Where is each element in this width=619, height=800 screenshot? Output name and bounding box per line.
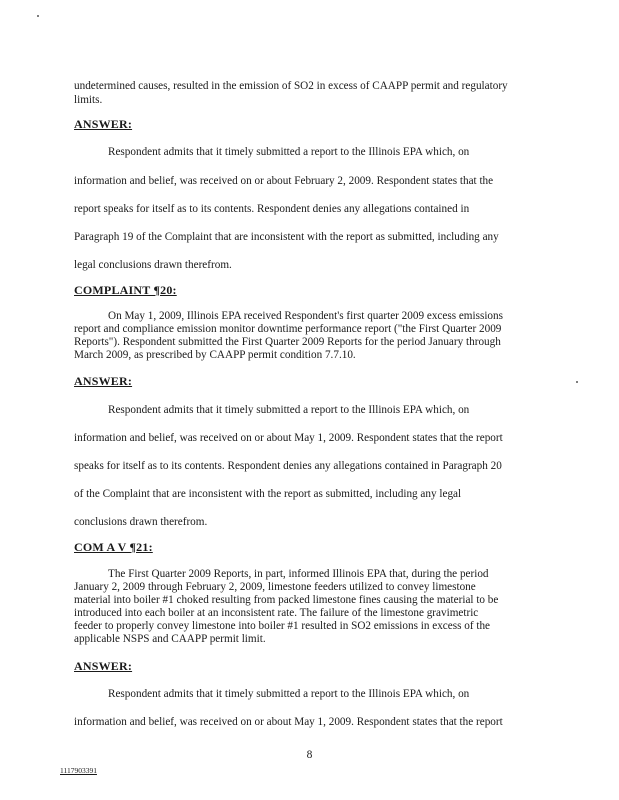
answer-line: information and belief, was received on or about May 1, 2009. Respondent states that the report [74, 716, 503, 728]
complaint-line: March 2009, as prescribed by CAAPP permit condition 7.7.10. [74, 349, 356, 361]
answer-heading: ANSWER: [74, 117, 133, 131]
complaint-line: The First Quarter 2009 Reports, in part, informed Illinois EPA that, during the period [108, 568, 489, 580]
answer-line: information and belief, was received on or about February 2, 2009. Respondent states that the [74, 175, 494, 187]
answer-line: speaks for itself as to its contents. Respondent denies any allegations contained in Paragraph 20 [74, 460, 502, 472]
answer-line: Respondent admits that it timely submitted a report to the Illinois EPA which, on [108, 688, 470, 700]
complaint-heading: COMPLAINT ¶20: [74, 283, 177, 297]
page-number: 8 [306, 749, 313, 761]
scan-speck [37, 15, 39, 17]
complaint-heading: COM A V ¶21: [74, 540, 153, 554]
complaint-line: introduced into each boiler at an inconsistent rate. The failure of the limestone gravimetric [74, 607, 479, 619]
complaint-line: On May 1, 2009, Illinois EPA received Respondent's first quarter 2009 excess emissions [108, 310, 503, 322]
complaint-line: report and compliance emission monitor downtime performance report ("the First Quarter 2009 [74, 323, 502, 335]
complaint-line: material into boiler #1 choked resulting from packed limestone fines causing the material to be [74, 594, 499, 606]
complaint-line: feeder to properly convey limestone into boiler #1 resulted in SO2 emissions in excess of the [74, 620, 491, 632]
answer-line: report speaks for itself as to its contents. Respondent denies any allegations contained in [74, 203, 470, 215]
answer-line: conclusions drawn therefrom. [74, 516, 208, 528]
complaint-line: applicable NSPS and CAAPP permit limit. [74, 633, 266, 645]
answer-heading: ANSWER: [74, 659, 133, 673]
answer-line: information and belief, was received on or about May 1, 2009. Respondent states that the report [74, 432, 503, 444]
paragraph-line: limits. [74, 94, 103, 106]
answer-line: legal conclusions drawn therefrom. [74, 259, 232, 271]
paragraph-line: undetermined causes, resulted in the emission of SO2 in excess of CAAPP permit and regulatory [74, 80, 508, 92]
document-id: 1117903391 [60, 766, 97, 775]
answer-line: Paragraph 19 of the Complaint that are inconsistent with the report as submitted, including any [74, 231, 499, 243]
complaint-line: Reports"). Respondent submitted the First Quarter 2009 Reports for the period January through [74, 336, 501, 348]
scan-speck [576, 381, 578, 383]
answer-heading: ANSWER: [74, 374, 133, 388]
answer-line: of the Complaint that are inconsistent with the report as submitted, including any legal [74, 488, 462, 500]
answer-line: Respondent admits that it timely submitted a report to the Illinois EPA which, on [108, 404, 470, 416]
answer-line: Respondent admits that it timely submitted a report to the Illinois EPA which, on [108, 146, 470, 158]
complaint-line: January 2, 2009 through February 2, 2009, limestone feeders utilized to convey limestone [74, 581, 476, 593]
